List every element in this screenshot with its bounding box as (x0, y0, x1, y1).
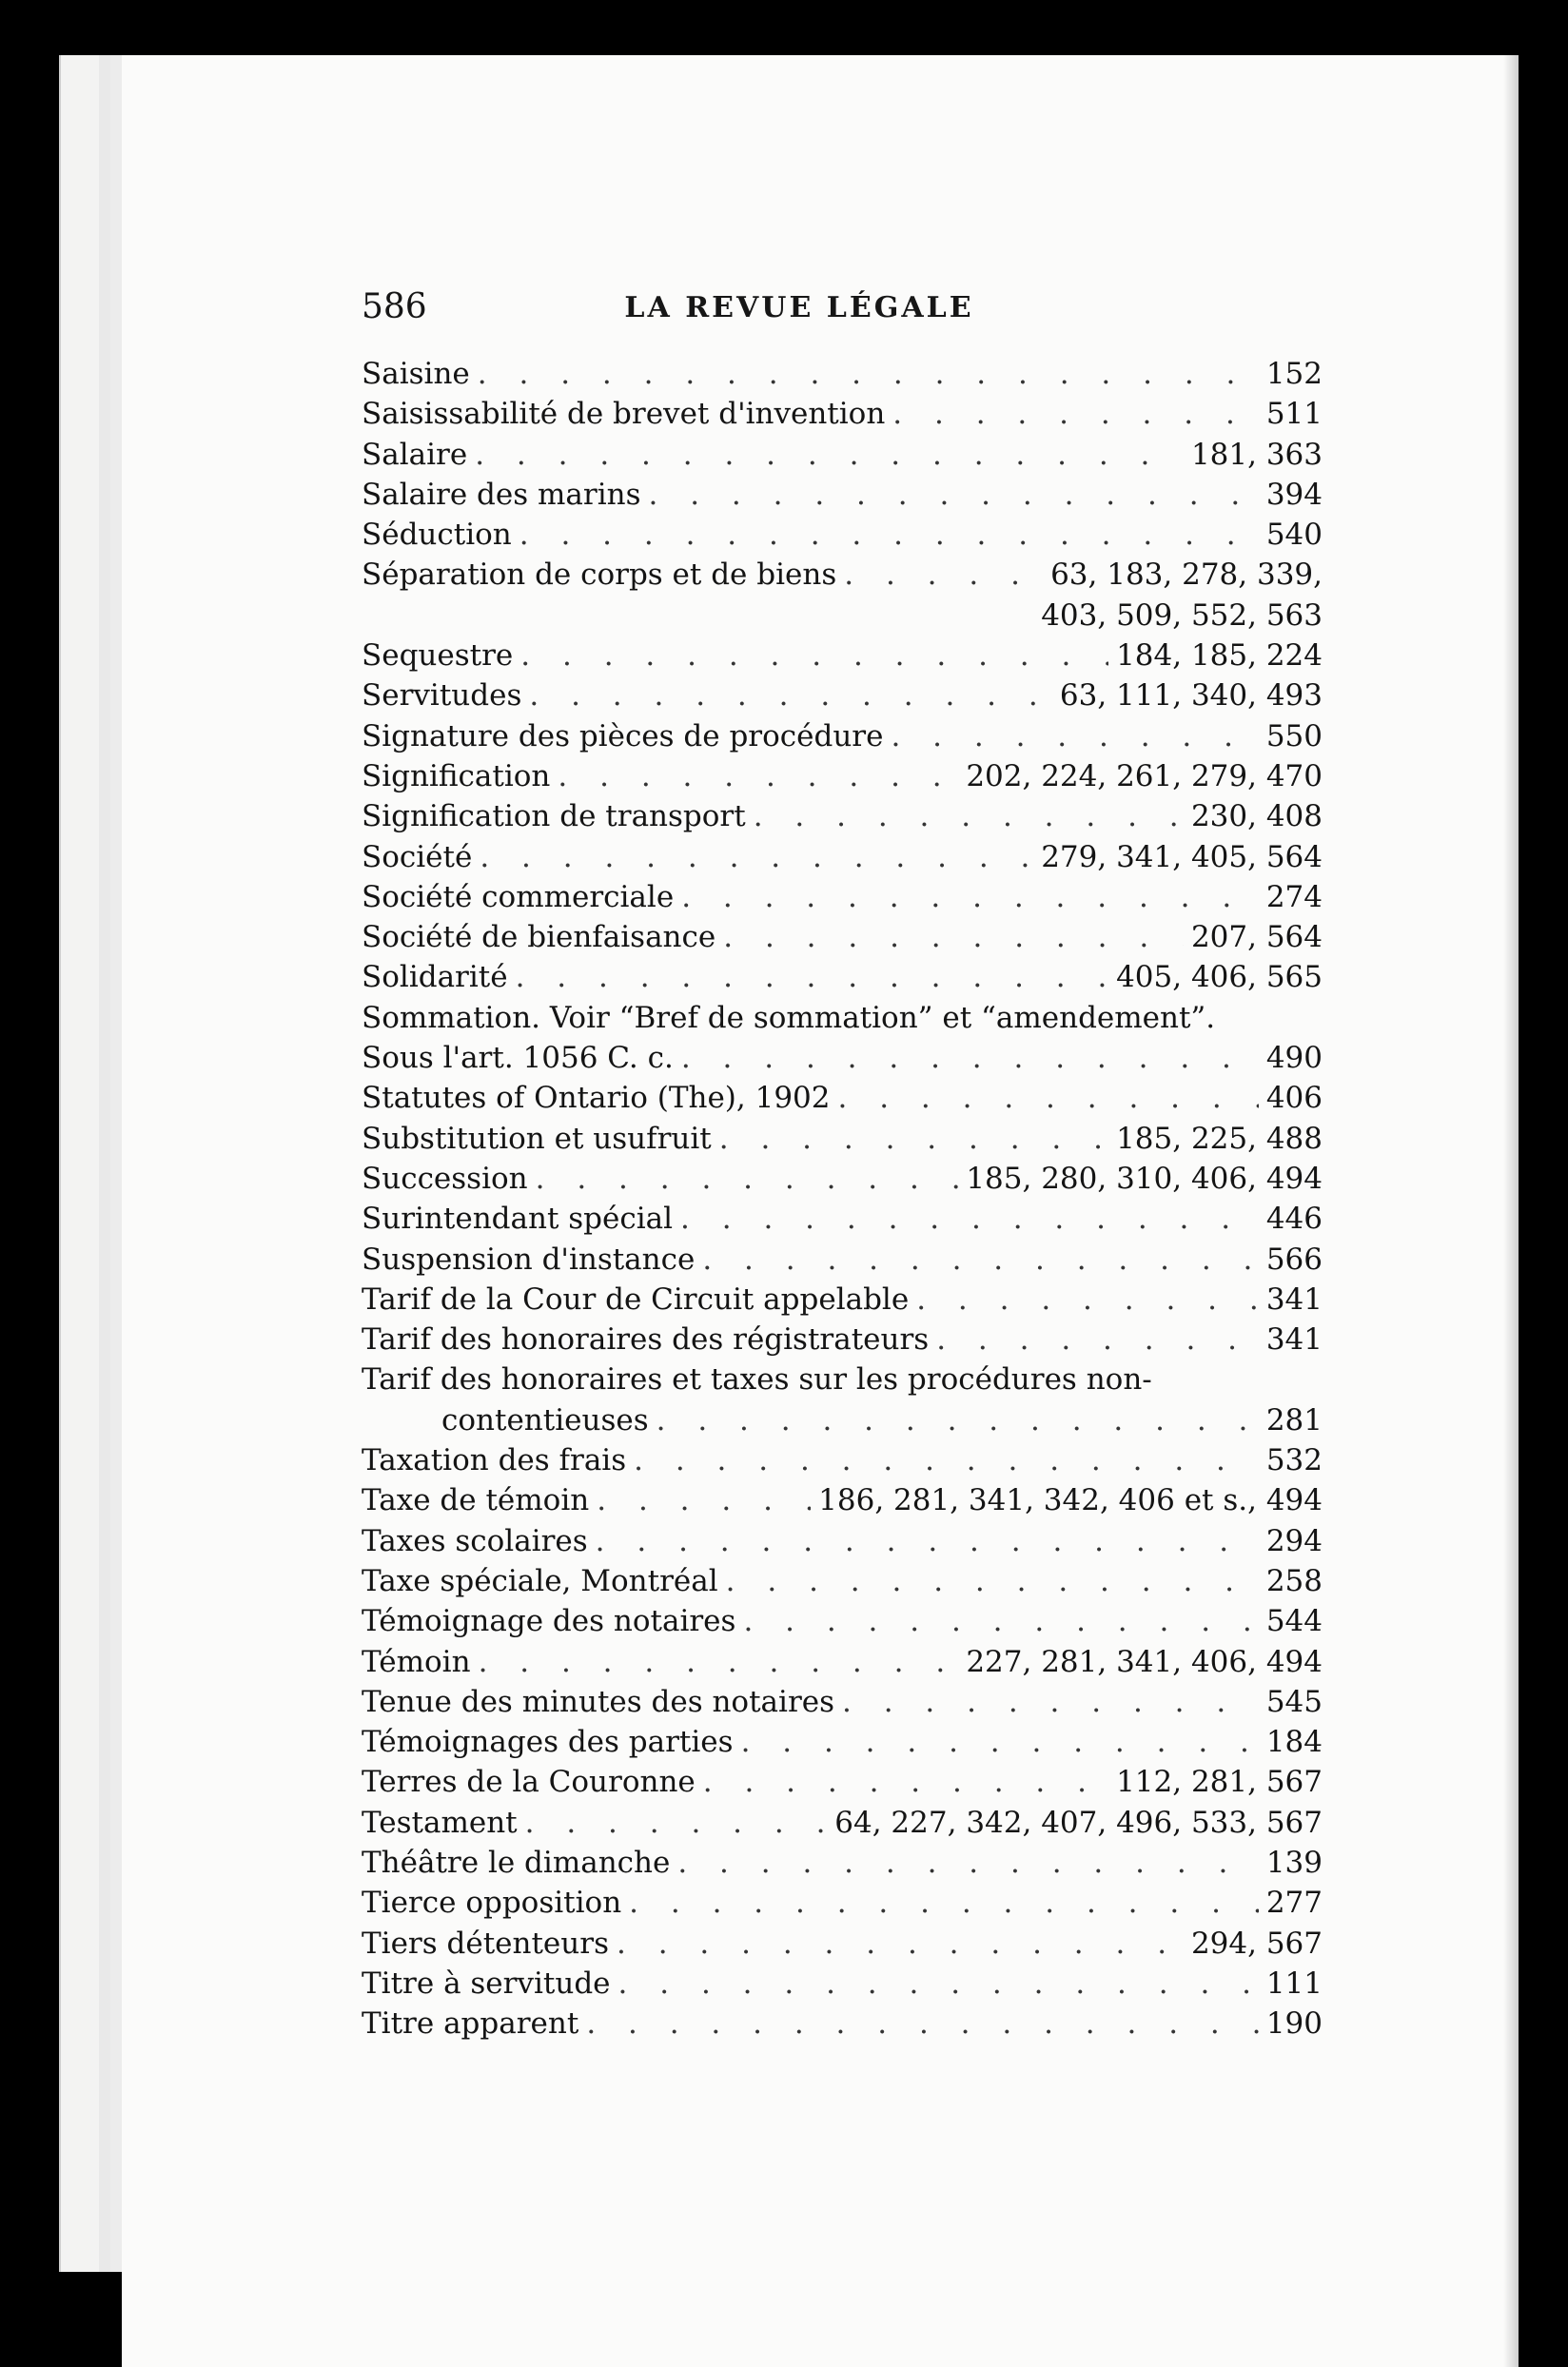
entry-term: Surintendant spécial (362, 1202, 674, 1237)
entry-term: Sommation. Voir “Bref de sommation” et “amendement”. (362, 1000, 1216, 1035)
leader-dots (681, 1038, 1259, 1078)
index-entry (362, 1924, 1323, 1964)
entry-page-refs: 186, 281, 341, 342, 406 et s., 494 (818, 1483, 1323, 1518)
index-entry-continuation (362, 596, 1323, 636)
index-entry (362, 1440, 1323, 1480)
leader-dots (475, 435, 1184, 475)
index-entry (362, 1964, 1323, 2004)
entry-term: Témoin (362, 1644, 471, 1679)
leader-dots (891, 716, 1258, 756)
leader-dots (525, 1803, 828, 1843)
entry-term: Signification de transport (362, 799, 746, 834)
leader-dots (586, 2004, 1259, 2044)
entry-page-refs: 64, 227, 342, 407, 496, 533, 567 (834, 1805, 1323, 1840)
entry-term: Taxe spéciale, Montréal (362, 1563, 718, 1598)
index-entry (362, 1320, 1323, 1360)
entry-page-refs: 181, 363 (1190, 437, 1323, 472)
entry-term: Séduction (362, 518, 512, 553)
entry-page-refs: 394 (1265, 477, 1323, 512)
entry-term: Taxation des frais (362, 1443, 627, 1478)
leader-dots (558, 756, 958, 796)
entry-term: Tarif des honoraires et taxes sur les procédures non- (362, 1362, 1152, 1398)
index-entry (362, 1762, 1323, 1802)
entry-term: Titre apparent (362, 2006, 579, 2042)
running-header (362, 287, 1237, 335)
index-entry (362, 636, 1323, 675)
entry-page-refs: 511 (1265, 397, 1323, 432)
leader-dots (844, 555, 1043, 595)
entry-term: Sous l'art. 1056 C. c. (362, 1041, 674, 1076)
leader-dots (520, 636, 1108, 675)
entry-page-refs: 281 (1265, 1402, 1323, 1438)
leader-dots (478, 354, 1259, 394)
entry-term: Testament (362, 1805, 518, 1840)
entry-term: Tarif des honoraires des régistrateurs (362, 1322, 930, 1358)
leader-dots (719, 1119, 1108, 1159)
entry-page-refs: 258 (1265, 1563, 1323, 1598)
leader-dots (657, 1400, 1259, 1440)
leader-dots (596, 1521, 1259, 1561)
page-number: 586 (362, 287, 427, 326)
leader-dots (743, 1601, 1258, 1641)
leader-dots (480, 837, 1033, 877)
entry-term: Salaire (362, 437, 468, 472)
entry-term: contentieuses (441, 1402, 649, 1438)
index-entry (362, 1642, 1323, 1682)
leader-dots (629, 1883, 1259, 1923)
leader-dots (516, 957, 1108, 997)
entry-page-refs: 184, 185, 224 (1116, 638, 1323, 674)
leader-dots (741, 1722, 1259, 1762)
entry-page-refs: 185, 225, 488 (1116, 1121, 1323, 1156)
entry-term: Témoignage des notaires (362, 1604, 736, 1639)
index-entry (362, 475, 1323, 515)
leader-dots (838, 1078, 1259, 1118)
entry-page-refs: 112, 281, 567 (1116, 1765, 1323, 1800)
leader-dots (597, 1480, 811, 1520)
index-entry (362, 957, 1323, 997)
leader-dots (680, 1199, 1259, 1239)
entry-term: Solidarité (362, 960, 508, 995)
index-entry (362, 1280, 1323, 1320)
entry-term: Servitudes (362, 678, 522, 714)
index-entry (362, 1038, 1323, 1078)
index-entry (362, 796, 1323, 836)
entry-page-refs: 341 (1265, 1281, 1323, 1317)
page-gutter-shadow (1503, 55, 1519, 2367)
index-entry (362, 917, 1323, 957)
index-entry (362, 1883, 1323, 1923)
index-entry (362, 515, 1323, 555)
index-entry (362, 877, 1323, 917)
entry-term: Terres de la Couronne (362, 1765, 696, 1800)
index-entry (362, 1400, 1323, 1440)
entry-term: Succession (362, 1161, 528, 1196)
entry-page-refs: 566 (1265, 1242, 1323, 1277)
entry-page-refs: 279, 341, 405, 564 (1041, 839, 1323, 874)
index-entry (362, 1159, 1323, 1199)
entry-page-refs: 152 (1265, 357, 1323, 391)
entry-page-refs: 202, 224, 261, 279, 470 (966, 758, 1323, 793)
leader-dots (726, 1561, 1259, 1601)
entry-term: Sequestre (362, 638, 514, 674)
leader-dots (702, 1240, 1258, 1280)
entry-page-refs: 341 (1265, 1322, 1323, 1358)
entry-page-refs: 405, 406, 565 (1116, 960, 1323, 995)
entry-page-refs: 294 (1265, 1523, 1323, 1558)
index-entry (362, 1240, 1323, 1280)
entry-term: Tierce opposition (362, 1886, 622, 1921)
index-entry (362, 1521, 1323, 1561)
entry-page-refs: 544 (1265, 1604, 1323, 1639)
leader-dots (936, 1320, 1259, 1360)
leader-dots (723, 917, 1184, 957)
entry-page-refs: 406 (1265, 1081, 1323, 1116)
leader-dots (681, 877, 1259, 917)
index-entry (362, 1682, 1323, 1722)
entry-term: Signification (362, 758, 551, 793)
leader-dots (649, 475, 1259, 515)
index-entry (362, 1722, 1323, 1762)
entry-page-refs: 277 (1265, 1886, 1323, 1921)
leader-dots (677, 1843, 1258, 1883)
page-edges (59, 55, 127, 2272)
leader-dots (618, 1964, 1259, 2004)
entry-term: Salaire des marins (362, 477, 641, 512)
entry-term: Tiers détenteurs (362, 1926, 609, 1961)
leader-dots (754, 796, 1184, 836)
leader-dots (634, 1440, 1259, 1480)
index-entry (362, 1561, 1323, 1601)
entry-page-refs: 185, 280, 310, 406, 494 (966, 1161, 1323, 1196)
entry-term: Substitution et usufruit (362, 1121, 712, 1156)
index-entry (362, 555, 1323, 595)
leader-dots (529, 675, 1052, 715)
index-entry (362, 1119, 1323, 1159)
leader-dots (479, 1642, 959, 1682)
entry-term: Taxe de témoin (362, 1483, 590, 1518)
entry-term: Théâtre le dimanche (362, 1845, 671, 1880)
entry-page-refs: 227, 281, 341, 406, 494 (966, 1644, 1323, 1679)
entry-page-refs: 63, 111, 340, 493 (1059, 678, 1323, 714)
index-entry (362, 394, 1323, 434)
index-entry (362, 837, 1323, 877)
leader-dots (892, 394, 1259, 434)
entry-page-refs: 207, 564 (1190, 920, 1323, 955)
leader-dots (536, 1159, 959, 1199)
entry-page-refs: 550 (1265, 718, 1323, 753)
leader-dots (617, 1924, 1184, 1964)
entry-term: Tenue des minutes des notaires (362, 1684, 835, 1719)
entry-term: Suspension d'instance (362, 1242, 696, 1277)
entry-term: Témoignages des parties (362, 1725, 734, 1760)
entry-page-refs: 403, 509, 552, 563 (1041, 597, 1323, 633)
entry-page-refs: 230, 408 (1190, 799, 1323, 834)
entry-term: Société de bienfaisance (362, 920, 716, 955)
index-entry (362, 675, 1323, 715)
entry-page-refs: 190 (1265, 2006, 1323, 2042)
entry-page-refs: 111 (1265, 1966, 1323, 2001)
index-entry (362, 1199, 1323, 1239)
index-list (362, 354, 1323, 2044)
entry-page-refs: 540 (1265, 518, 1323, 553)
leader-dots (703, 1762, 1108, 1802)
index-entry (362, 1843, 1323, 1883)
running-title: LA REVUE LÉGALE (624, 291, 974, 324)
entry-term: Signature des pièces de procédure (362, 718, 884, 753)
entry-page-refs: 446 (1265, 1202, 1323, 1237)
index-entry (362, 2004, 1323, 2044)
leader-dots (916, 1280, 1259, 1320)
leader-dots (842, 1682, 1259, 1722)
entry-term: Titre à servitude (362, 1966, 611, 2001)
entry-term: Société commerciale (362, 879, 675, 914)
index-entry (362, 716, 1323, 756)
entry-page-refs: 274 (1265, 879, 1323, 914)
entry-page-refs: 490 (1265, 1041, 1323, 1076)
entry-page-refs: 139 (1265, 1845, 1323, 1880)
index-entry (362, 998, 1323, 1038)
index-entry (362, 1078, 1323, 1118)
entry-page-refs: 532 (1265, 1443, 1323, 1478)
index-entry (362, 1360, 1323, 1399)
entry-term: Séparation de corps et de biens (362, 558, 837, 593)
entry-page-refs: 184 (1265, 1725, 1323, 1760)
entry-term: Tarif de la Cour de Circuit appelable (362, 1281, 910, 1317)
entry-term: Société (362, 839, 473, 874)
entry-term: Saisine (362, 357, 470, 391)
entry-term: Taxes scolaires (362, 1523, 588, 1558)
entry-page-refs: 545 (1265, 1684, 1323, 1719)
entry-page-refs: 294, 567 (1190, 1926, 1323, 1961)
leader-dots (519, 515, 1259, 555)
index-entry (362, 435, 1323, 475)
index-entry (362, 1803, 1323, 1843)
index-entry (362, 1601, 1323, 1641)
entry-page-refs: 63, 183, 278, 339, (1050, 558, 1323, 593)
index-entry (362, 1480, 1323, 1520)
entry-term: Saisissabilité de brevet d'invention (362, 397, 886, 432)
index-entry (362, 354, 1323, 394)
index-entry (362, 756, 1323, 796)
entry-term: Statutes of Ontario (The), 1902 (362, 1081, 831, 1116)
